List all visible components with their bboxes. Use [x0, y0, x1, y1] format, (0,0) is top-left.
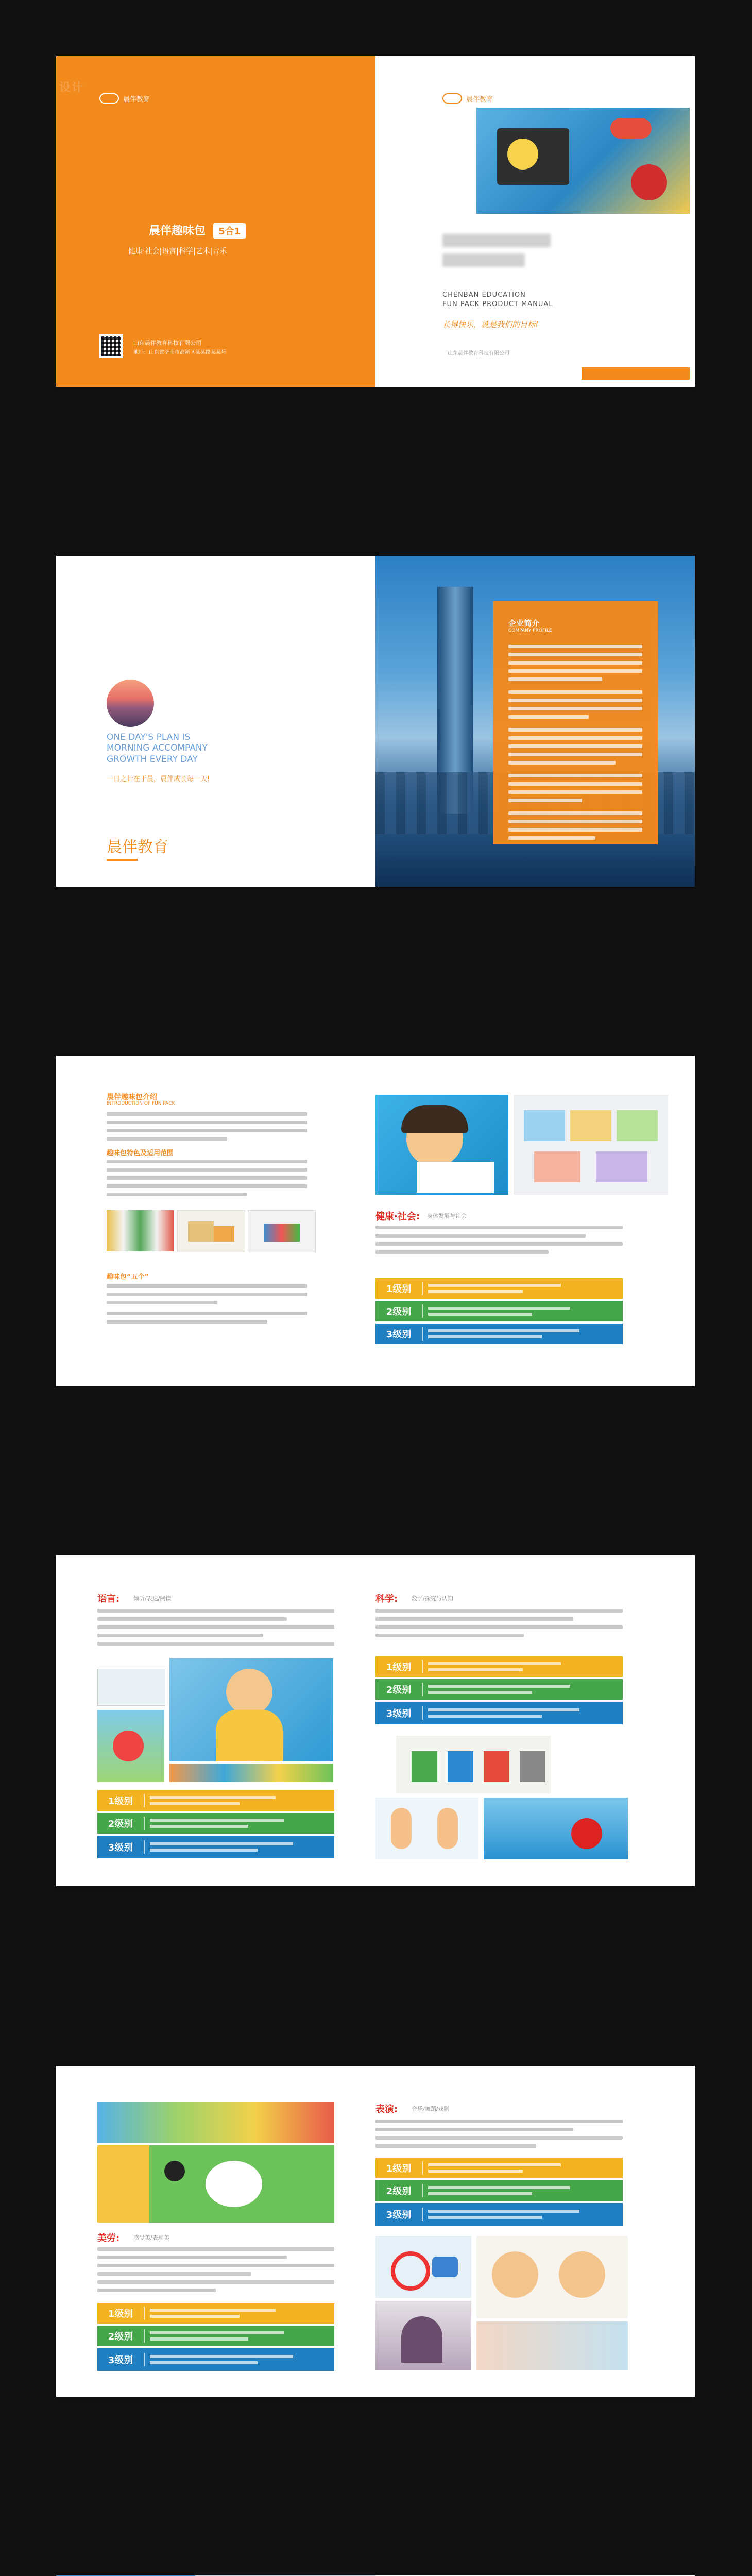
health-right-panel [375, 1056, 695, 1386]
health-level-bars [375, 1278, 623, 1345]
level-bar: 2级别 [375, 2180, 623, 2201]
cover-left-panel: 晨伴教育 晨伴趣味包 5合1 健康·社会|语言|科学|艺术|音乐 山东晨伴教育科技有限公司 地址：山东省济南市高新区某某路某某号 设计 [56, 56, 375, 387]
product-boxes-photo-1 [107, 1210, 174, 1251]
cover-slogan: 长得快乐，就是我们的目标! [442, 320, 539, 329]
music-body [375, 2120, 623, 2153]
brochure-spread-language-science [56, 1555, 695, 1886]
brand-logo-right: 晨伴教育 [442, 93, 493, 104]
language-title: 语言: [97, 1594, 120, 1604]
cover-right-panel [375, 56, 695, 387]
level-bar: 1级别 [97, 2303, 334, 2324]
instruments-photo [375, 2236, 471, 2298]
intro-left-panel [56, 1056, 375, 1386]
health-title: 健康·社会: [375, 1211, 420, 1222]
art-level-bars [97, 2303, 334, 2371]
science-right-panel [375, 1555, 695, 1886]
cover-photo-painting [476, 108, 690, 214]
cover-orange-bar [582, 367, 690, 380]
science-body [375, 1609, 623, 1642]
health-subtitle: 身体发展与社会 [427, 1213, 467, 1219]
puzzle-floor-photo [169, 1764, 333, 1782]
science-level-bars [375, 1656, 623, 1724]
body-cards-photo [375, 1798, 478, 1859]
brochure-spread-intro [56, 1056, 695, 1386]
level-bar: 2级别 [375, 1301, 623, 1321]
art-title: 美劳: [97, 2233, 120, 2244]
art-left-panel [56, 2066, 375, 2397]
child-puzzle-photo [375, 1095, 508, 1195]
art-subtitle: 感受美/表现美 [133, 2234, 169, 2241]
science-title: 科学: [375, 1594, 398, 1604]
intro-body [107, 1112, 307, 1145]
kids-play-photo [476, 2321, 628, 2370]
features-title: 趣味包特色及适用范围 [107, 1149, 174, 1157]
company-footer-address: 地址：山东省济南市高新区某某路某某号 [133, 350, 226, 355]
profile-en: COMPANY PROFILE [508, 628, 552, 633]
music-title: 表演: [375, 2104, 398, 2115]
product-title-block [149, 222, 246, 239]
brand-logo: 晨伴教育 [99, 93, 150, 104]
product-badge: 5合1 [213, 223, 246, 239]
picture-cards-photo [514, 1095, 668, 1195]
logo-icon [99, 93, 119, 104]
logo-icon [442, 93, 462, 104]
shadow-puppet-photo [375, 2301, 471, 2370]
product-boxes-photo-3 [248, 1210, 316, 1252]
music-subtitle: 音乐/舞蹈/戏剧 [412, 2106, 450, 2112]
level-bar: 3级别 [375, 2203, 623, 2226]
storybook-photo [97, 1710, 164, 1782]
cover-company-small: 山东晨伴教育科技有限公司 [448, 351, 509, 357]
purpose-title: 趣味包“五个” [107, 1273, 149, 1281]
level-bar: 3级别 [97, 1836, 334, 1858]
about-left-panel [56, 556, 375, 887]
features-body [107, 1160, 307, 1201]
health-body [375, 1226, 623, 1259]
puppet-faces-photo [476, 2236, 628, 2318]
level-bar: 1级别 [375, 1656, 623, 1677]
product-boxes-photo-2 [177, 1210, 245, 1252]
brochure-spread-art-music [56, 2066, 695, 2397]
cover-en-line-1: CHENBAN EDUCATION [442, 291, 526, 299]
level-bar: 1级别 [375, 1278, 623, 1299]
science-subtitle: 数学/探究与认知 [412, 1595, 453, 1602]
company-profile-box [493, 601, 658, 844]
craft-top-photo [97, 2102, 334, 2143]
slogan-chinese: 一日之计在于晨，晨伴成长每一天! [107, 775, 210, 783]
language-cards-photo [97, 1669, 165, 1706]
level-bar: 3级别 [375, 1702, 623, 1724]
brand-large-title: 晨伴教育 [107, 838, 168, 856]
intro-en: INTRODUCTION OF FUN PACK [107, 1101, 175, 1106]
profile-title: 企业简介 [508, 619, 540, 628]
orange-underline [107, 859, 138, 861]
level-bar: 1级别 [375, 2158, 623, 2178]
level-bar: 1级别 [97, 1790, 334, 1811]
language-body [97, 1609, 334, 1650]
brochure-spread-cover [56, 56, 695, 387]
slogan-english: ONE DAY'S PLAN IS MORNING ACCOMPANY GROWTH EVERY DAY [107, 732, 208, 765]
sorting-bins-photo [396, 1736, 551, 1793]
purpose-body [107, 1284, 307, 1328]
blurred-title [442, 234, 551, 280]
cover-en-line-2: FUN PACK PRODUCT MANUAL [442, 300, 553, 308]
music-level-bars [375, 2158, 623, 2226]
product-subtitle: 健康·社会|语言|科学|艺术|音乐 [128, 247, 227, 256]
level-bar: 2级别 [97, 1813, 334, 1834]
level-bar: 3级别 [97, 2348, 334, 2371]
profile-body-text [508, 645, 642, 844]
brochure-spread-about [56, 556, 695, 887]
about-right-panel [375, 556, 695, 887]
sunset-circle-photo [107, 680, 154, 727]
language-subtitle: 倾听/表达/阅读 [133, 1595, 172, 1602]
level-bar: 2级别 [375, 1679, 623, 1700]
product-title: 晨伴趣味包 [149, 225, 206, 238]
music-right-panel [375, 2066, 695, 2397]
level-bar: 3级别 [375, 1324, 623, 1344]
craft-main-photo [97, 2145, 334, 2223]
level-bar: 2级别 [97, 2326, 334, 2346]
child-cards-photo [169, 1658, 333, 1761]
language-level-bars [97, 1790, 334, 1858]
ladybug-photo [484, 1798, 628, 1859]
qr-code [99, 334, 123, 358]
intro-title: 晨伴趣味包介绍 [107, 1093, 157, 1101]
language-left-panel [56, 1555, 375, 1886]
company-footer-name: 山东晨伴教育科技有限公司 [133, 340, 201, 346]
art-body [97, 2247, 334, 2297]
